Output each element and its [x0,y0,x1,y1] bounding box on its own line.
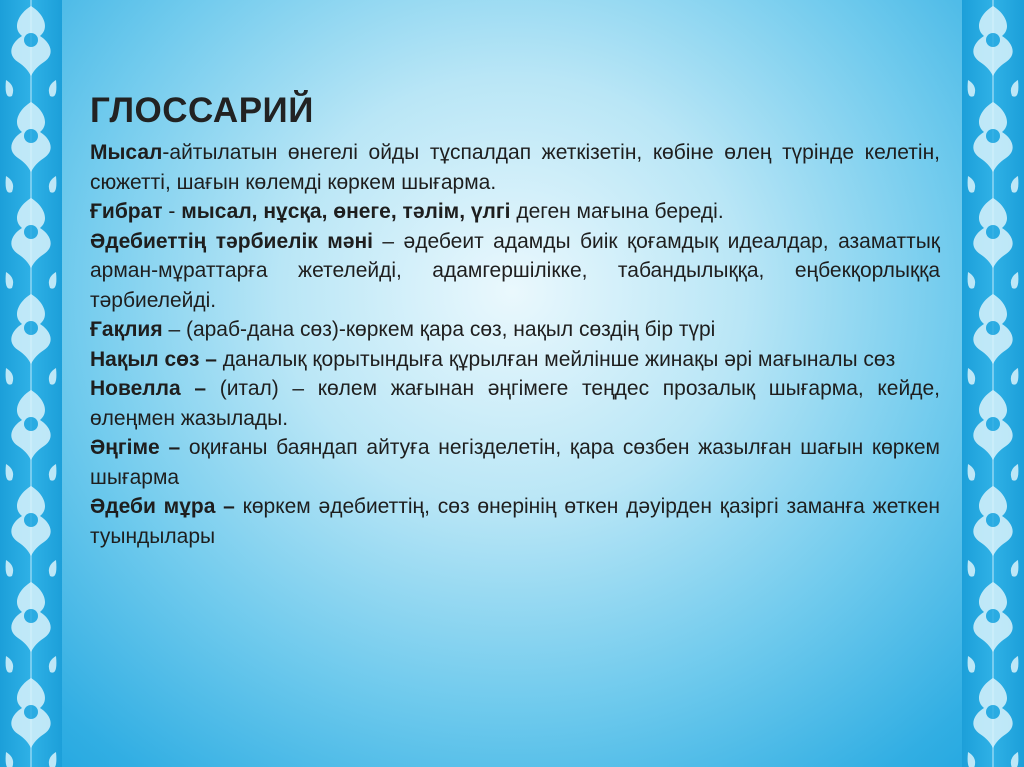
glossary-entry [90,197,940,227]
glossary-definition: – (араб-дана сөз)-көркем қара сөз, нақыл сөздің бір түрі [162,318,716,341]
glossary-term: Новелла – [90,377,207,400]
glossary-definition: (итал) – көлем жағынан әңгімеге теңдес прозалық шығарма, кейде, өлеңмен жазылады. [90,377,940,430]
ornament-pattern-icon [962,0,1024,767]
ornament-pattern-icon [0,0,62,767]
glossary-definition: көркем әдебиеттің, сөз өнерінің өткен дәуірден қазіргі заманға жеткен туындылары [90,495,940,548]
left-ornament-border [0,0,62,767]
glossary-definition: даналық қорытындыға құрылған мейлінше жинақы әрі мағыналы сөз [216,347,896,371]
page-title: ГЛОССАРИЙ [90,91,314,130]
glossary-term: Әдебиеттің тәрбиелік мәні [90,229,373,253]
glossary-term: Нақыл сөз – [90,347,217,371]
glossary-definition: деген мағына береді. [510,200,724,223]
right-ornament-border [962,0,1024,767]
glossary-term: Әдеби мұра – [90,495,235,518]
glossary-separator: - [162,200,182,223]
glossary-definition: – әдебеит адамды биік қоғамдық идеалдар, азаматтық арман-мұраттарға жетелейді, адамгершілікке, табандылыққа, еңбекқорлыққа тәрбиелейді. [90,229,940,312]
glossary-entry [90,492,940,551]
glossary-content [90,88,940,551]
glossary-term: Әңгіме – [90,436,181,459]
glossary-entry [90,227,940,316]
glossary-entry [90,433,940,492]
glossary-term-synonyms: мысал, нұсқа, өнеге, тәлім, үлгі [181,200,511,223]
glossary-term: Мысал [90,141,163,164]
glossary-entry [90,315,940,345]
glossary-definition: оқиғаны баяндап айтуға негізделетін, қара сөзбен жазылған шағын көркем шығарма [90,436,940,489]
glossary-entry [90,138,940,197]
glossary-term: Ғибрат [90,200,163,223]
glossary-definition: -айтылатын өнегелі ойды тұспалдап жеткізетін, көбіне өлең түрінде келетін, сюжетті, шағын көлемді көркем шығарма. [90,141,940,194]
glossary-entry [90,374,940,433]
glossary-term: Ғақлия [90,318,163,341]
glossary-entry [90,345,940,375]
